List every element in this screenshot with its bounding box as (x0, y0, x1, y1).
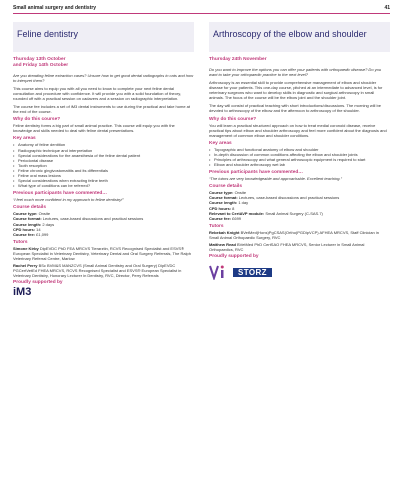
detail-key: Course type: (13, 211, 38, 217)
section-heading: Proudly supported by (13, 280, 63, 286)
testimonial: “I feel much more confident in my approach to feline dentistry!” (13, 197, 124, 203)
section-heading: Course details (209, 184, 243, 190)
section-heading: Key areas (13, 136, 36, 142)
list-item: • Feline chronic gingivostomatitis and its differentials (13, 168, 194, 173)
intro-paragraph: This course aims to equip you with all you need to know to complete your next feline dental consultation and procedure with confidence. It will provide you with a solid foundation of theory, rounded off with a practical session on cadavers and a session on radiographic interpretation. (13, 85, 182, 101)
page-number: 41 (384, 5, 390, 11)
vi-logo-mark (209, 264, 227, 280)
detail-key: Relevant to CertAVP module: (209, 210, 265, 216)
detail-row (209, 216, 390, 221)
list-item: • Feline oral mass lesions (13, 173, 194, 178)
list-item: • Tooth resorption (13, 163, 194, 168)
detail-value: Lectures, case-based discussions and practical sessions (41, 216, 144, 222)
detail-value: Small Animal Surgery (C-SAS.7) (264, 210, 323, 216)
detail-value: Onsite (37, 211, 51, 217)
course-dates (13, 57, 194, 69)
detail-row (13, 232, 194, 237)
detail-key: Course type: (209, 190, 234, 196)
intro-question: Do you want to improve the options you can offer your patients with orthopaedic disease? Do you want to take your orthopaedic practice to the next level? (209, 66, 382, 77)
list-item: • What type of conditions can be referred? (13, 183, 194, 188)
im3-logo-text: iM3 (13, 286, 32, 299)
tutor-name: Matthew Read (209, 242, 236, 248)
course-details (209, 190, 390, 221)
tutor-entry (209, 230, 390, 240)
intro-paragraph: The course fee includes a set of iM3 dental instruments to use during the practical and take home at the end of the course. (13, 104, 190, 115)
storz-logo-text: STORZ (238, 267, 267, 277)
list-item: • Special considerations for the anaesthesia of the feline dental patient (13, 153, 194, 158)
tutor-name: Simone Kirby (13, 245, 39, 251)
detail-key: CPD hours: (13, 226, 35, 232)
list-item: • Elbow and shoulder arthroscopy wet lab (209, 162, 390, 167)
im3-logo (13, 286, 32, 299)
detail-key: Course length: (13, 221, 42, 227)
detail-value: 2 days (41, 221, 55, 227)
tutor-description: BVetMed PhD CertSAO FHEA MRCVS, Senior Lecturer in Small Animal Orthopaedics, RVC (209, 242, 365, 253)
course-dates (209, 57, 390, 63)
course-column-arthroscopy (209, 22, 390, 280)
section-heading: Previous participants have commented… (13, 191, 108, 197)
section-heading: Tutors (209, 223, 224, 229)
section-title: Small animal surgery and dentistry (13, 5, 97, 11)
tutor-description: BSc BVM&S MANZCVS (Small Animal Dentistry and Oral Surgery) DipEVDC PGCertVetEd FHEA MRCVS, RCVS Recognised Specialist and ESVS® European Specialist in Veterinary Dentistry, Honorary Lecturer in Dentistry, RVC, Director, Perry Referrals (13, 263, 182, 279)
storz-logo (233, 268, 272, 277)
vi-logo (209, 264, 227, 280)
date-line: Thursday 24th November (209, 57, 267, 62)
course-title: Arthroscopy of the elbow and shoulder (213, 29, 367, 39)
tutor-name: Rebekah Knight (209, 229, 240, 235)
why-paragraph: You will learn a practical structured approach on how to treat medial coronoid disease, receive practical tips about elbow and shoulder arthroscopy and feel more confident about the diagnosis and management of common elbow and shoulder conditions. (209, 122, 387, 138)
detail-key: Course fee: (13, 231, 36, 237)
detail-key: Course fee: (209, 215, 232, 221)
list-item: • In-depth discussion of common conditions affecting the elbow and shoulder joints (209, 152, 390, 157)
intro-paragraph: The day will consist of practical teaching with short introductions/discussions. The morning will be devoted to arthroscopy of the elbow and the afternoon to arthroscopy of the shoulder. (209, 103, 382, 114)
date-line: and Friday 14th October (13, 62, 69, 68)
tutor-entry (13, 246, 194, 261)
key-areas-list (209, 147, 390, 167)
detail-key: Course format: (209, 195, 238, 201)
testimonial: “The tutors are very knowledgeable and approachable. Excellent teaching.” (209, 176, 342, 182)
key-areas-list (13, 142, 194, 188)
detail-value: 8 (231, 205, 235, 211)
section-heading: Key areas (209, 140, 232, 146)
detail-key: Course format: (13, 216, 42, 222)
section-heading: Why do this course? (209, 116, 257, 122)
section-heading: Tutors (13, 239, 28, 245)
course-title: Feline dentistry (17, 29, 79, 39)
list-item: • Radiographic technique and interpretation (13, 148, 194, 153)
list-item: • Anatomy of feline dentition (13, 142, 194, 147)
tutor-name: Rachel Perry (13, 263, 38, 269)
course-banner (13, 22, 194, 52)
list-item: • Principles of arthroscopy and what general arthroscopic equipment is required to start (209, 157, 390, 162)
detail-value: £1,099 (35, 231, 49, 237)
header-divider (13, 13, 390, 14)
list-item: • Topographic and functional anatomy of elbow and shoulder (209, 147, 390, 152)
tutor-description: BVetMed(Hons)PgCSAS(Ortho)PGDipVCP) AFHEA MRCVS, Staff Clinician in Small Animal Orthopaedic Surgery, RVC (209, 229, 379, 240)
section-heading: Course details (13, 205, 47, 211)
tutor-entry (13, 263, 194, 278)
section-heading: Proudly supported by (209, 254, 259, 260)
list-item: • Periodontal disease (13, 158, 194, 163)
detail-key: CPD hours: (209, 205, 231, 211)
intro-question: Are you dreading feline extraction cases? Unsure how to get good dental radiographs in cats and how to interpret them? (13, 72, 194, 83)
course-details (13, 211, 194, 236)
detail-key: Course length: (209, 200, 238, 206)
detail-value: £699 (231, 215, 242, 221)
tutor-entry (209, 242, 390, 252)
intro-paragraph: Arthroscopy is an essential skill to provide comprehensive management of elbow and shoulder disease for your patients. This one-day course, pitched at an intermediate to advanced level, is for veterinary surgeons who want to develop skills in diagnostic and surgical arthroscopy in small animals. The focus of the course will be the elbow joint and the shoulder joint. (209, 79, 383, 101)
detail-value: Lectures, case-based discussions and practical sessions (237, 195, 340, 201)
section-heading: Why do this course? (13, 117, 61, 123)
section-heading: Previous participants have commented… (209, 170, 304, 176)
why-paragraph: Feline dentistry forms a big part of small animal practice. This course will equip you with the knowledge and skills needed to deal with feline dental presentations. (13, 123, 175, 134)
course-column-feline-dentistry (13, 22, 194, 299)
sponsor-logos (209, 264, 390, 280)
detail-value: Onsite (233, 190, 247, 196)
tutor-description: DipEVDC PhD FEA MRCVS Tierarztin, RCVS Recognised Specialist and ESVS® European Specialist in Veterinary Dentistry, Veterinary Dental and Oral Surgery Referrals, The Ralph Veterinary Referral Centre, Marlow (13, 245, 191, 262)
sponsor-logos (13, 286, 194, 299)
date-line: Thursday 13th October (13, 57, 66, 62)
list-item: • Special considerations when extracting feline teeth (13, 178, 194, 183)
course-banner (209, 22, 390, 52)
detail-value: 14 (35, 226, 41, 232)
detail-value: 1 day (237, 200, 249, 206)
page-header (0, 0, 403, 14)
